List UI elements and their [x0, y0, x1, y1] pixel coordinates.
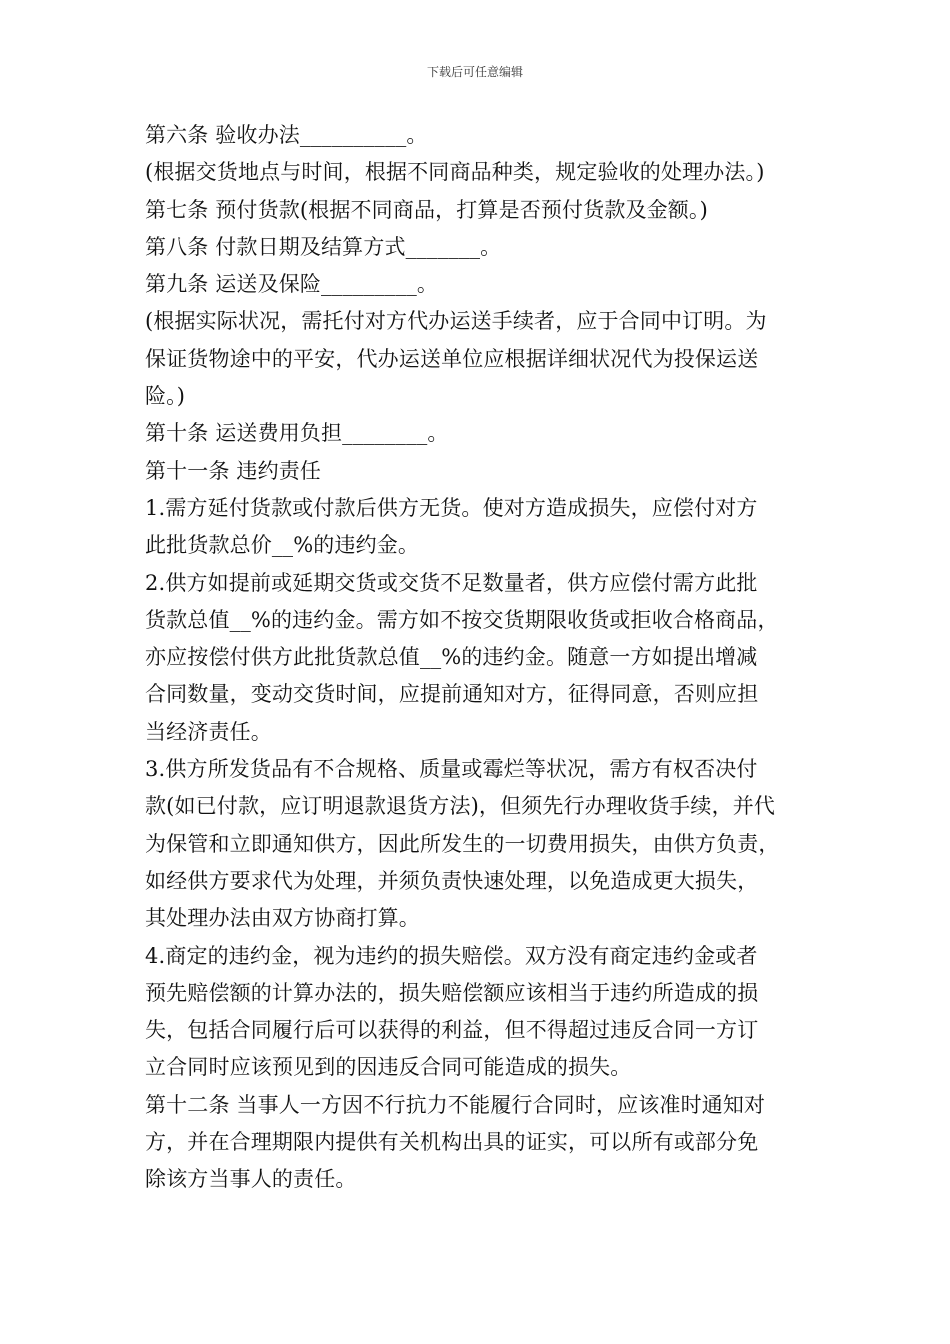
document-body [145, 117, 810, 1199]
clause-9-note-line-2: 保证货物途中的平安，代办运送单位应根据详细状况代为投保运送 [145, 346, 759, 371]
item-4-line-3: 失，包括合同履行后可以获得的利益，但不得超过违反合同一方订 [145, 1018, 759, 1043]
clause-7: 第七条 预付货款(根据不同商品，打算是否预付货款及金额。) [145, 197, 708, 222]
clause-12-line-3: 除该方当事人的责任。 [145, 1167, 357, 1192]
item-4-line-1: 4.商定的违约金，视为违约的损失赔偿。双方没有商定违约金或者 [145, 943, 758, 968]
item-3-line-2: 款(如已付款，应订明退款退货方法)，但须先行办理收货手续，并代 [145, 794, 776, 819]
item-3-line-5: 其处理办法由双方协商打算。 [145, 906, 420, 931]
item-2-line-4: 合同数量，变动交货时间，应提前通知对方，征得同意，否则应担 [145, 682, 759, 707]
clause-6-note: (根据交货地点与时间，根据不同商品种类，规定验收的处理办法。) [145, 160, 765, 185]
item-3-line-4: 如经供方要求代为处理，并须负责快速处理，以免造成更大损失， [145, 868, 759, 893]
item-2-line-1: 2.供方如提前或延期交货或交货不足数量者，供方应偿付需方此批 [145, 570, 758, 595]
item-2-line-5: 当经济责任。 [145, 719, 272, 744]
item-3-line-1: 3.供方所发货品有不合规格、质量或霉烂等状况，需方有权否决付 [145, 757, 758, 782]
clause-12-line-2: 方，并在合理期限内提供有关机构出具的证实，可以所有或部分免 [145, 1130, 759, 1155]
item-2-line-2: 货款总值__%的违约金。需方如不按交货期限收货或拒收合格商品， [145, 607, 779, 632]
item-1-line-1: 1.需方延付货款或付款后供方无货。使对方造成损失，应偿付对方 [145, 495, 758, 520]
clause-11-title: 第十一条 违约责任 [145, 458, 322, 483]
clause-9-note-line-1: (根据实际状况，需托付对方代办运送手续者，应于合同中订明。为 [145, 309, 767, 334]
page-header: 下载后可任意编辑 [426, 65, 523, 79]
item-1-line-2: 此批货款总价__%的违约金。 [145, 533, 420, 558]
item-3-line-3: 为保管和立即通知供方，因此所发生的一切费用损失，由供方负责， [145, 831, 780, 856]
clause-6: 第六条 验收办法__________。 [145, 123, 428, 147]
item-4-line-2: 预先赔偿额的计算办法的，损失赔偿额应该相当于违约所造成的损 [145, 980, 759, 1005]
clause-9: 第九条 运送及保险_________。 [145, 272, 439, 297]
item-2-line-3: 亦应按偿付供方此批货款总值__%的违约金。随意一方如提出增减 [145, 645, 758, 670]
item-4-line-4: 立合同时应该预见到的因违反合同可能造成的损失。 [145, 1055, 632, 1080]
clause-9-note-line-3: 险。) [145, 384, 186, 409]
clause-10: 第十条 运送费用负担________。 [145, 421, 449, 446]
clause-12-line-1: 第十二条 当事人一方因不行抗力不能履行合同时，应该准时通知对 [145, 1092, 766, 1117]
clause-8: 第八条 付款日期及结算方式_______。 [145, 234, 502, 259]
